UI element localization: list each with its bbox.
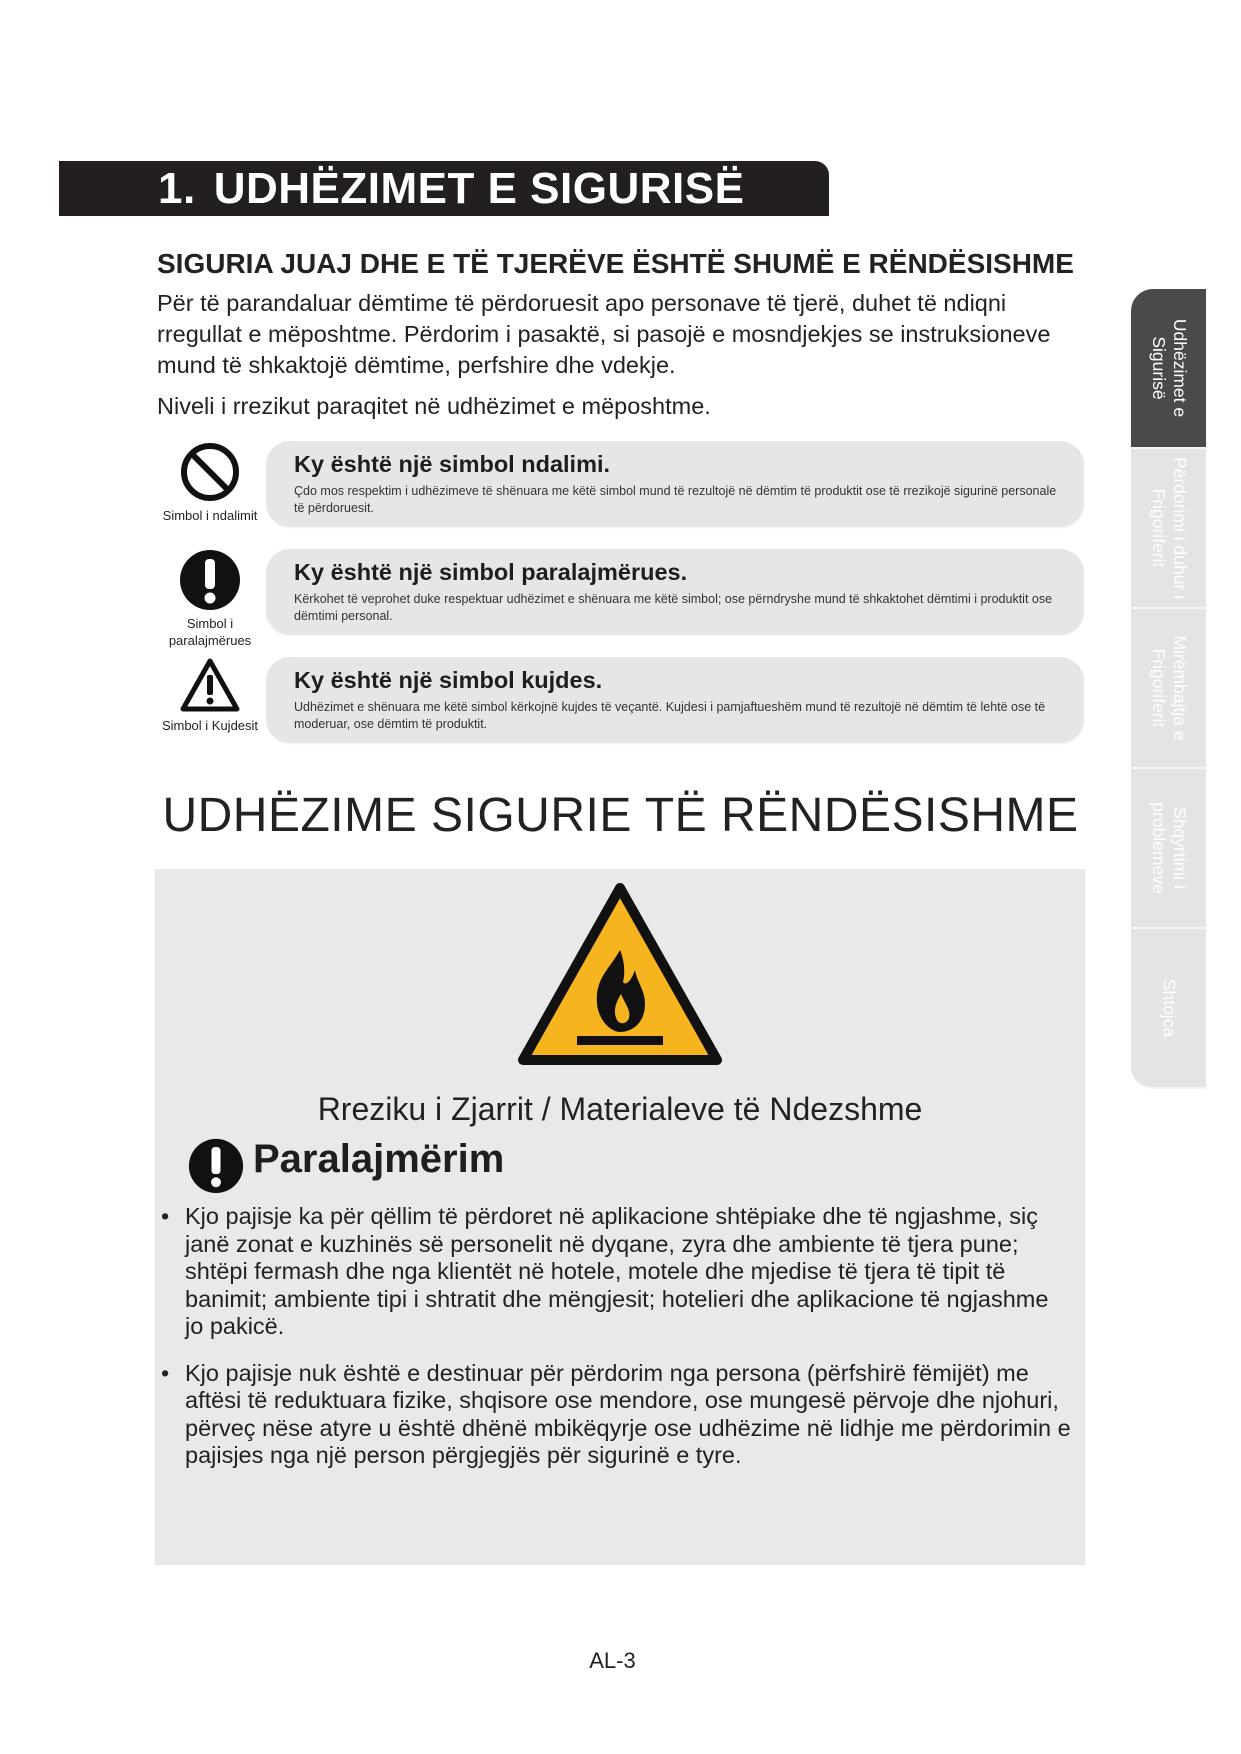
subtitle: SIGURIA JUAJ DHE E TË TJERËVE ËSHTË SHUMË E RËNDËSISHME <box>157 248 1074 279</box>
section-banner <box>59 161 829 216</box>
symbol-description-box <box>266 549 1084 635</box>
symbol-description: Çdo mos respektim i udhëzimeve të shënuara me këtë simbol mund të rezultojë në dëmtim të produktit ose të rrezikojë sigurinë personale të përdoruesit. <box>294 484 1057 515</box>
symbol-row-warning <box>150 549 1090 648</box>
symbol-caption: Simbol i ndalimit <box>162 508 258 523</box>
symbol-icon-wrapper <box>150 549 270 649</box>
tab-troubleshooting[interactable] <box>1131 769 1206 929</box>
tab-proper-use[interactable] <box>1131 449 1206 609</box>
tab-label: Udhëzimet e Sigurisë <box>1148 318 1190 418</box>
tab-maintenance[interactable] <box>1131 609 1206 769</box>
prohibition-icon <box>179 441 241 503</box>
tab-appendix[interactable] <box>1131 929 1206 1089</box>
page-number: AL-3 <box>589 1648 636 1673</box>
tab-label: Shtojca <box>1159 978 1179 1038</box>
caution-triangle-icon <box>179 657 241 713</box>
symbol-description-box <box>266 657 1084 743</box>
exclamation-icon <box>179 549 241 611</box>
symbol-row-prohibition <box>150 441 1090 537</box>
symbol-row-caution <box>150 657 1090 753</box>
symbol-caption: Simbol i paralajmërues <box>168 616 252 648</box>
symbol-caption: Simbol i Kujdesit <box>161 718 259 733</box>
list-item: • Kjo pajisje ka për qëllim të përdoret në aplikacione shtëpiake dhe të ngjashme, siç janë zonat e kuzhinës së personelit në dyqane, zyra dhe ambiente të tjera pune; shtëpi fermash dhe nga klientët në hotele, motele dhe mjedise të tjera të tipit të banimit; ambiente tipi i shtratit dhe mëngjesit; hotelieri dhe aplikacione të ngjashme jo pakicë. <box>161 1203 1071 1341</box>
symbol-description-box <box>266 441 1084 527</box>
side-tab-navigation <box>1131 289 1206 1089</box>
symbol-icon-wrapper <box>150 657 270 734</box>
tab-label: Mirëmbajtja e Frigoriferit <box>1148 635 1190 741</box>
symbol-heading: Ky është një simbol kujdes. <box>294 667 603 693</box>
symbol-heading: Ky është një simbol ndalimi. <box>294 451 611 477</box>
section-title-text: UDHËZIMET E SIGURISË <box>213 164 745 213</box>
risk-level-text: Niveli i rrezikut paraqitet në udhëzimet e mëposhtme. <box>157 393 711 419</box>
tab-safety-instructions[interactable] <box>1131 289 1206 449</box>
symbol-icon-wrapper <box>150 441 270 524</box>
list-item: • Kjo pajisje nuk është e destinuar për përdorim nga persona (përfshirë fëmijët) me aftësi të reduktuara fizike, shqisore ose mendore, ose mungesë përvoje dhe njohuri, përveç nëse atyre u është dhënë mbikëqyrje ose udhëzime në lidhje me përdorimin e pajisjes nga një person përgjegjës për sigurinë e tyre. <box>161 1360 1071 1470</box>
exclamation-icon <box>188 1138 244 1194</box>
symbol-description: Udhëzimet e shënuara me këtë simbol kërkojnë kujdes të veçantë. Kujdesi i pamjaftueshëm mund të rezultojë në dëmtim të lehtë ose të moderuar, ose dëmtim të produktit. <box>294 700 1046 731</box>
symbol-heading: Ky është një simbol paralajmërues. <box>294 559 688 585</box>
main-heading: UDHËZIME SIGURIE TË RËNDËSISHME <box>162 789 1079 842</box>
section-number: 1. <box>158 164 196 213</box>
section-title <box>158 165 744 213</box>
flammable-hazard-icon <box>517 882 723 1068</box>
warning-bullet-list <box>161 1203 1071 1489</box>
tab-label: Përdorimi i duhur i Frigoriferit <box>1148 457 1190 599</box>
intro-paragraph: Për të parandaluar dëmtime të përdoruesit apo personave të tjerë, duhet të ndiqni rregullat e mëposhtme. Përdorim i pasaktë, si pasojë e mosndjekjes se instruksioneve mund të shkaktojë dëmtime, perfshire dhe vdekje. <box>157 290 1051 378</box>
symbol-description: Kërkohet të veprohet duke respektuar udhëzimet e shënuara me këtë simbol; ose përndryshe mund të shkaktohet dëmtimi i produktit ose dëmtimi personal. <box>294 592 1053 623</box>
warning-title: Paralajmërim <box>253 1137 505 1181</box>
hazard-caption: Rreziku i Zjarrit / Materialeve të Ndezshme <box>317 1091 923 1127</box>
hazard-panel <box>155 869 1085 1565</box>
tab-label: Shqyrtimi i problemeve <box>1148 802 1190 894</box>
